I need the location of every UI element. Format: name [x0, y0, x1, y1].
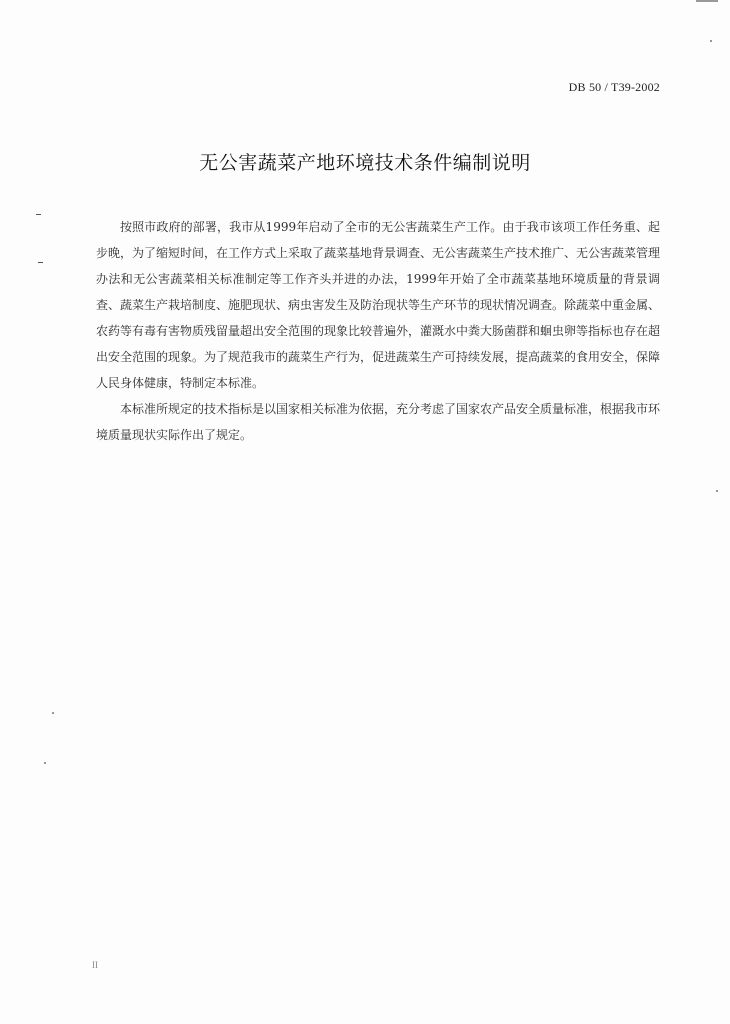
- document-code: DB 50 / T39-2002: [568, 80, 660, 94]
- paragraph-1: 按照市政府的部署，我市从1999年启动了全市的无公害蔬菜生产工作。由于我市该项工作任务重、起步晚，为了缩短时间，在工作方式上采取了蔬菜基地背景调查、无公害蔬菜生产技术推广、无公害蔬菜管理办法和无公害蔬菜相关标准制定等工作齐头并进的办法，1999年开始了全市蔬菜基地环境质量的背景调查、蔬菜生产栽培制度、施肥现状、病虫害发生及防治现状等生产环节的现状情况调查。除蔬菜中重金属、农药等有毒有害物质残留量超出安全范围的现象比较普遍外，灌溉水中粪大肠菌群和蛔虫卵等指标也存在超出安全范围的现象。为了规范我市的蔬菜生产行为，促进蔬菜生产可持续发展，提高蔬菜的食用安全，保障人民身体健康，特制定本标准。: [96, 220, 661, 390]
- paragraph-2: 本标准所规定的技术指标是以国家相关标准为依据，充分考虑了国家农产品安全质量标准，根据我市环境质量现状实际作出了规定。: [96, 402, 661, 442]
- document-title: 无公害蔬菜产地环境技术条件编制说明: [199, 152, 531, 174]
- margin-mark: [36, 214, 41, 215]
- page-number: II: [92, 960, 98, 970]
- scan-speck: [52, 712, 54, 714]
- scan-edge-mark: [696, 0, 718, 2]
- scan-speck: [710, 40, 712, 42]
- document-body: [96, 214, 660, 448]
- scan-speck: [44, 762, 46, 764]
- margin-mark: [38, 262, 43, 263]
- scan-speck: [716, 490, 718, 492]
